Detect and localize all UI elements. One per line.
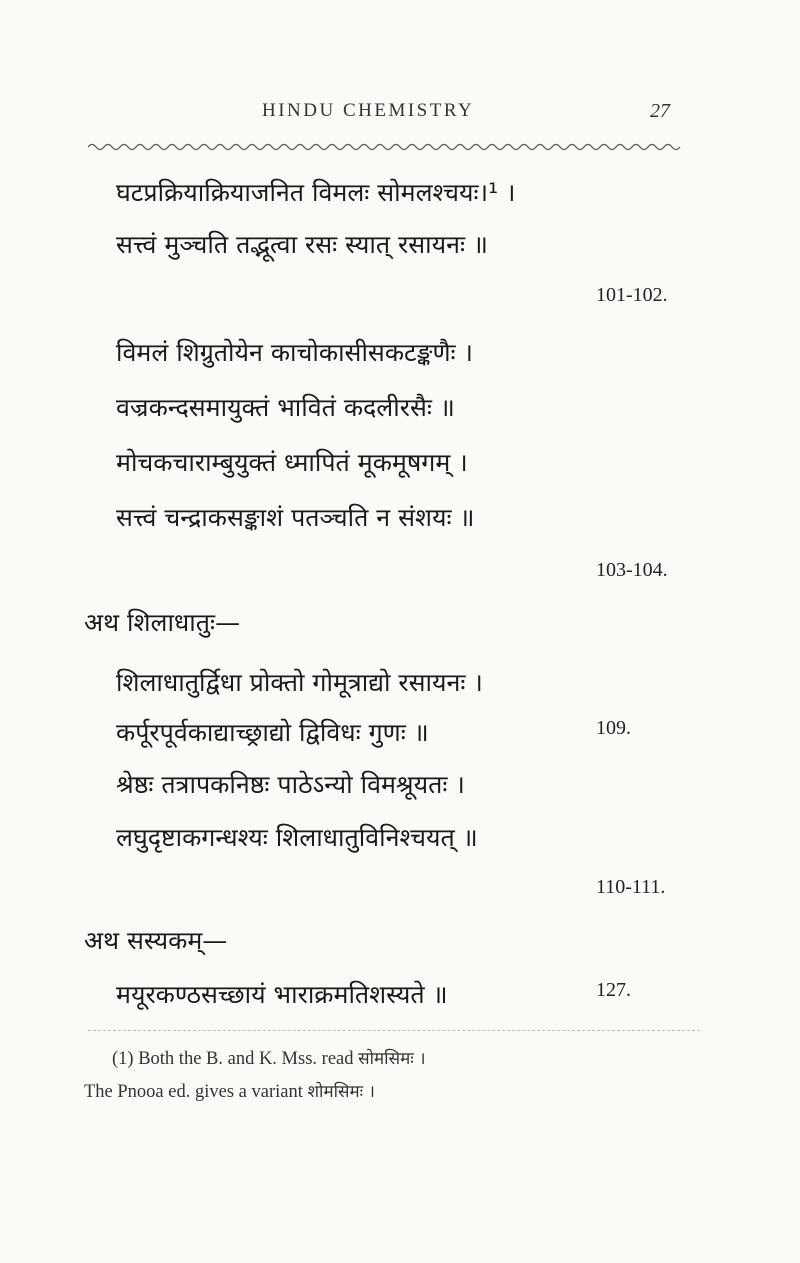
verse-line: सत्त्वं मुञ्चति तद्भूत्वा रसः स्यात् रसायनः ॥ [116,230,488,259]
footnote-text: (1) Both the B. and K. Mss. read [112,1049,354,1069]
verse-line: शिलाधातुर्द्विधा प्रोक्तो गोमूत्राद्यो रसायनः । [116,668,483,697]
footnote-text: The Pnooa ed. gives a variant [84,1082,303,1102]
verse-line: श्रेष्ठः तत्रापकनिष्ठः पाठेऽन्यो विमश्रूयतः । [116,770,465,799]
verse-line: कर्पूरपूर्वकाद्याच्छ्राद्यो द्विविधः गुणः ॥ [116,718,429,747]
section-heading: अथ शिलाधातुः— [84,608,241,637]
section-heading: अथ सस्यकम्— [84,926,228,955]
verse-line: सत्त्वं चन्द्राकसङ्काशं पतञ्चति न संशयः ॥ [116,503,475,532]
running-head [0,100,800,128]
footnote-line [112,1050,426,1069]
footnote-line [84,1083,375,1102]
footnote-reading: सोमसिमः । [358,1049,426,1069]
verse-reference: 127. [596,979,631,1001]
verse-line: मयूरकण्ठसच्छायं भाराक्रमतिशस्यते ॥ [116,980,448,1009]
running-title: HINDU CHEMISTRY [262,100,475,121]
verse-reference: 110-111. [596,876,666,898]
wavy-rule-ornament [88,140,706,154]
page-number: 27 [650,100,670,122]
verse-line: वज्रकन्दसमायुक्तं भावितं कदलीरसैः ॥ [116,393,455,422]
verse-reference: 103-104. [596,559,668,581]
footnote-reading: शोमसिमः । [307,1082,375,1102]
verse-line: लघुदृष्टाकगन्धश्यः शिलाधातुविनिश्चयत् ॥ [116,823,478,852]
verse-line: घटप्रक्रियाक्रियाजनित विमलः सोमलश्चयः।¹ । [116,178,516,207]
verse-reference: 101-102. [596,284,668,306]
footnote-rule [88,1030,700,1031]
verse-reference: 109. [596,717,631,739]
verse-line: मोचकचाराम्बुयुक्तं ध्मापितं मूकमूषगम् । [116,448,468,477]
verse-line: विमलं शिग्रुतोयेन काचोकासीसकटङ्कणैः । [116,338,473,367]
